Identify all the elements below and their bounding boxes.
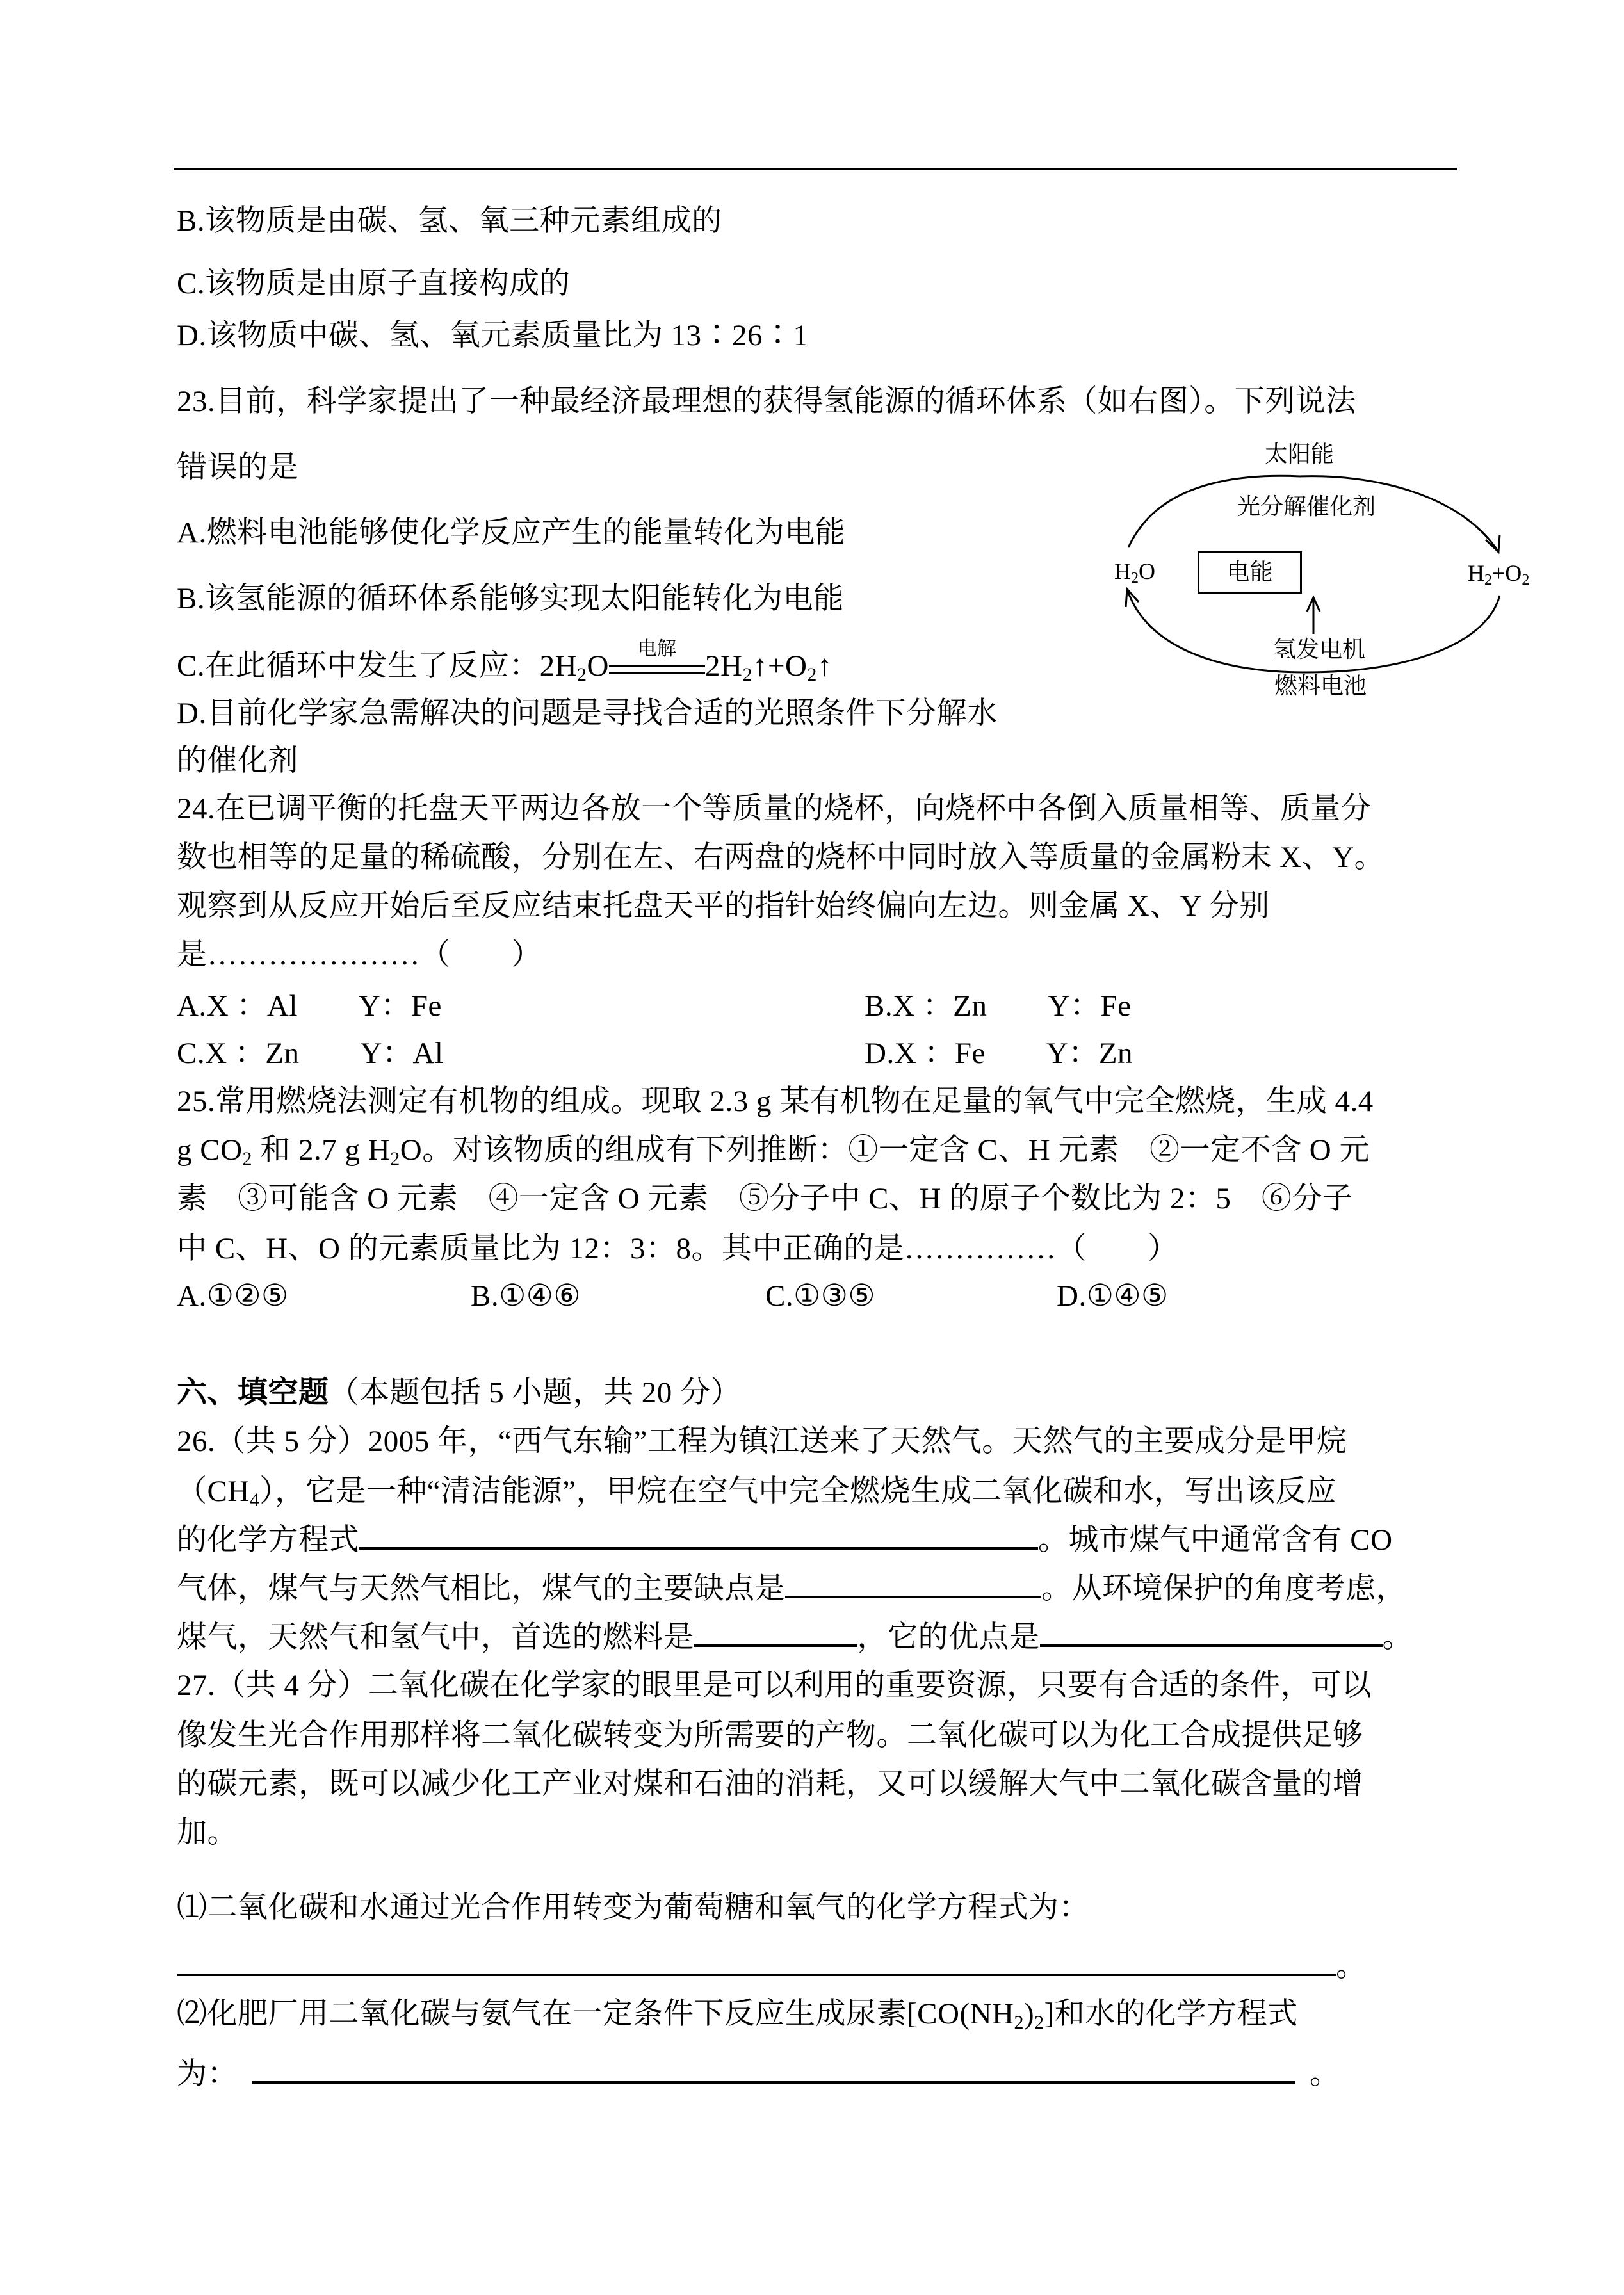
q24-stem-line3: 观察到从反应开始后至反应结束托盘天平的指针始终偏向左边。则金属 X、Y 分别 xyxy=(177,889,1270,923)
header-rule xyxy=(174,168,1457,170)
subscript: 2 xyxy=(807,664,817,685)
h-symbol: H xyxy=(1114,558,1131,584)
q27-part1: ⑴二氧化碳和水通过光合作用转变为葡萄糖和氧气的化学方程式为： xyxy=(177,1891,1089,1924)
answer-blank-advantage[interactable] xyxy=(1040,1619,1383,1647)
answer-blank-urea[interactable] xyxy=(252,2056,1295,2084)
q26-line4 xyxy=(177,1569,1406,1608)
q27-line4: 加。 xyxy=(177,1816,238,1849)
text-segment: ，它的优点是 xyxy=(857,1621,1040,1654)
label-solar-energy: 太阳能 xyxy=(1265,441,1335,467)
q23-option-c xyxy=(177,638,832,685)
q24-option-a: A.X ：Al Y：Fe xyxy=(177,989,442,1023)
subscript: 2 xyxy=(1034,2012,1044,2033)
label-photocatalyst: 光分解催化剂 xyxy=(1237,494,1376,520)
q25-stem-line1: 25.常用燃烧法测定有机物的组成。现取 2.3 g 某有机物在足量的氧气中完全燃烧，生成 4.4 xyxy=(177,1085,1374,1118)
text-segment: 。 xyxy=(1310,2057,1340,2091)
h-symbol: H xyxy=(1468,560,1484,586)
q24-option-b: B.X ：Zn Y：Fe xyxy=(865,989,1132,1023)
gas-up-arrow: ↑ xyxy=(816,649,832,683)
q22-option-d: D.该物质中碳、氢、氧元素质量比为 13∶26∶1 xyxy=(177,319,809,352)
double-bar xyxy=(609,665,705,674)
q24-stem-line1: 24.在已调平衡的托盘天平两边各放一个等质量的烧杯，向烧杯中各倒入质量相等、质量分 xyxy=(177,792,1372,825)
subscript: 2 xyxy=(1484,572,1492,588)
q26-line2 xyxy=(177,1472,1336,1511)
q23-option-a: A.燃料电池能够使化学反应产生的能量转化为电能 xyxy=(177,516,846,549)
subscript: 2 xyxy=(242,1148,253,1169)
text-segment: 为： xyxy=(177,2057,238,2091)
q25-option-a: A.①②⑤ xyxy=(177,1279,289,1313)
q23-option-d-line1: D.目前化学家急需解决的问题是寻找合适的光照条件下分解水 xyxy=(177,697,998,730)
text-segment: （CH xyxy=(177,1475,250,1508)
q25-stem-line3: 素 ③可能含 O 元素 ④一定含 O 元素 ⑤分子中 C、H 的原子个数比为 2：5 ⑥分子 xyxy=(177,1182,1353,1215)
bottom-arc-arrowhead xyxy=(1126,589,1139,607)
hydrogen-cycle-diagram xyxy=(1101,435,1563,743)
box-electric-energy: 电能 xyxy=(1198,551,1302,594)
answer-blank-fuel[interactable] xyxy=(694,1619,857,1647)
text-segment: 。从环境保护的角度考虑， xyxy=(1041,1572,1406,1605)
q25-option-b: B.①④⑥ xyxy=(471,1279,581,1313)
subscript: 4 xyxy=(249,1489,260,1511)
o-symbol: O xyxy=(1139,558,1155,584)
section-title: 六、填空题 xyxy=(177,1376,329,1409)
reaction-equals-sign xyxy=(609,638,705,678)
q27-part2 xyxy=(177,1995,1298,2033)
q27-line3: 的碳元素，既可以减少化工产业对煤和石油的消耗，又可以缓解大气中二氧化碳含量的增 xyxy=(177,1767,1363,1801)
q23-stem-line1: 23.目前，科学家提出了一种最经济最理想的获得氢能源的循环体系（如右图）。下列说法 xyxy=(177,385,1356,418)
answer-blank-photosynthesis[interactable] xyxy=(177,1948,1336,1976)
text-segment: 煤气，天然气和氢气中，首选的燃料是 xyxy=(177,1621,694,1654)
q26-line3 xyxy=(177,1521,1393,1559)
section-heading xyxy=(177,1374,741,1412)
q25-option-c: C.①③⑤ xyxy=(765,1279,876,1313)
q23-option-b: B.该氢能源的循环体系能够实现太阳能转化为电能 xyxy=(177,582,844,615)
q24-stem-line4: 是…………………（ ） xyxy=(177,938,542,971)
plus-o-symbol: +O xyxy=(1492,560,1522,586)
q22-option-b: B.该物质是由碳、氢、氧三种元素组成的 xyxy=(177,204,722,238)
node-h2o xyxy=(1114,558,1155,587)
q27-part1-answer xyxy=(177,1947,1367,1986)
answer-blank-equation[interactable] xyxy=(359,1521,1038,1550)
text-segment: O。对该物质的组成有下列推断：①一定含 C、H 元素 ②一定不含 O 元 xyxy=(400,1133,1370,1167)
subscript: 2 xyxy=(742,664,752,685)
q24-stem-line2: 数也相等的足量的稀硫酸，分别在左、右两盘的烧杯中同时放入等质量的金属粉末 X、Y。 xyxy=(177,841,1385,874)
answer-blank-disadvantage[interactable] xyxy=(785,1570,1041,1598)
text-segment: 。城市煤气中通常含有 CO xyxy=(1038,1523,1393,1557)
text-segment: ），它是一种“清洁能源”，甲烷在空气中完全燃烧生成二氧化碳和水，写出该反应 xyxy=(259,1475,1337,1508)
subscript: 2 xyxy=(1522,572,1530,588)
text-segment: ⑵化肥厂用二氧化碳与氨气在一定条件下反应生成尿素[CO(NH xyxy=(177,1997,1014,2031)
text-segment: 气体，煤气与天然气相比，煤气的主要缺点是 xyxy=(177,1572,785,1605)
text-segment: 。 xyxy=(1336,1950,1367,1983)
subscript: 2 xyxy=(1131,570,1139,587)
label-hydrogen-generator: 氢发电机 xyxy=(1273,637,1366,663)
q24-option-d: D.X ：Fe Y：Zn xyxy=(865,1037,1133,1070)
subscript: 2 xyxy=(1014,2012,1024,2033)
q26-line1: 26.（共 5 分）2005 年，“西气东输”工程为镇江送来了天然气。天然气的主要成分是甲烷 xyxy=(177,1425,1347,1458)
q24-option-c: C.X ：Zn Y：Al xyxy=(177,1037,444,1070)
text-segment: ]和水的化学方程式 xyxy=(1044,1997,1298,2031)
subscript: 2 xyxy=(577,664,587,685)
q25-stem-line4: 中 C、H、O 的元素质量比为 12：3：8。其中正确的是……………（ ） xyxy=(177,1232,1178,1265)
q25-stem-line2 xyxy=(177,1131,1370,1169)
label-fuel-cell: 燃料电池 xyxy=(1274,673,1367,699)
q27-part2-answer xyxy=(177,2055,1340,2093)
text-segment: 和 2.7 g H xyxy=(252,1133,391,1167)
text-segment: g CO xyxy=(177,1133,243,1167)
q26-line5 xyxy=(177,1618,1413,1657)
q23-option-c-o: O xyxy=(587,649,609,683)
q23-stem-line2: 错误的是 xyxy=(177,451,298,484)
q27-line1: 27.（共 4 分）二氧化碳在化学家的眼里是可以利用的重要资源，只要有合适的条件，可以 xyxy=(177,1669,1372,1702)
q22-option-c: C.该物质是由原子直接构成的 xyxy=(177,267,571,300)
text-segment: ) xyxy=(1023,1997,1035,2031)
section-subtitle: （本题包括 5 小题，共 20 分） xyxy=(329,1376,741,1409)
text-segment: 的化学方程式 xyxy=(177,1523,359,1557)
subscript: 2 xyxy=(390,1148,400,1169)
reaction-condition: 电解 xyxy=(637,638,677,660)
q25-option-d: D.①④⑤ xyxy=(1057,1279,1169,1313)
q23-option-c-h2: 2H xyxy=(705,649,743,683)
node-h2-o2 xyxy=(1468,560,1529,586)
q23-option-c-prefix: C.在此循环中发生了反应：2H xyxy=(177,649,578,683)
q27-line2: 像发生光合作用那样将二氧化碳转变为所需要的产物。二氧化碳可以为化工合成提供足够 xyxy=(177,1719,1363,1752)
q23-option-d-line2: 的催化剂 xyxy=(177,744,298,777)
text-segment: 。 xyxy=(1382,1621,1413,1654)
gas-up-arrow-plus-o: ↑+O xyxy=(752,649,808,683)
